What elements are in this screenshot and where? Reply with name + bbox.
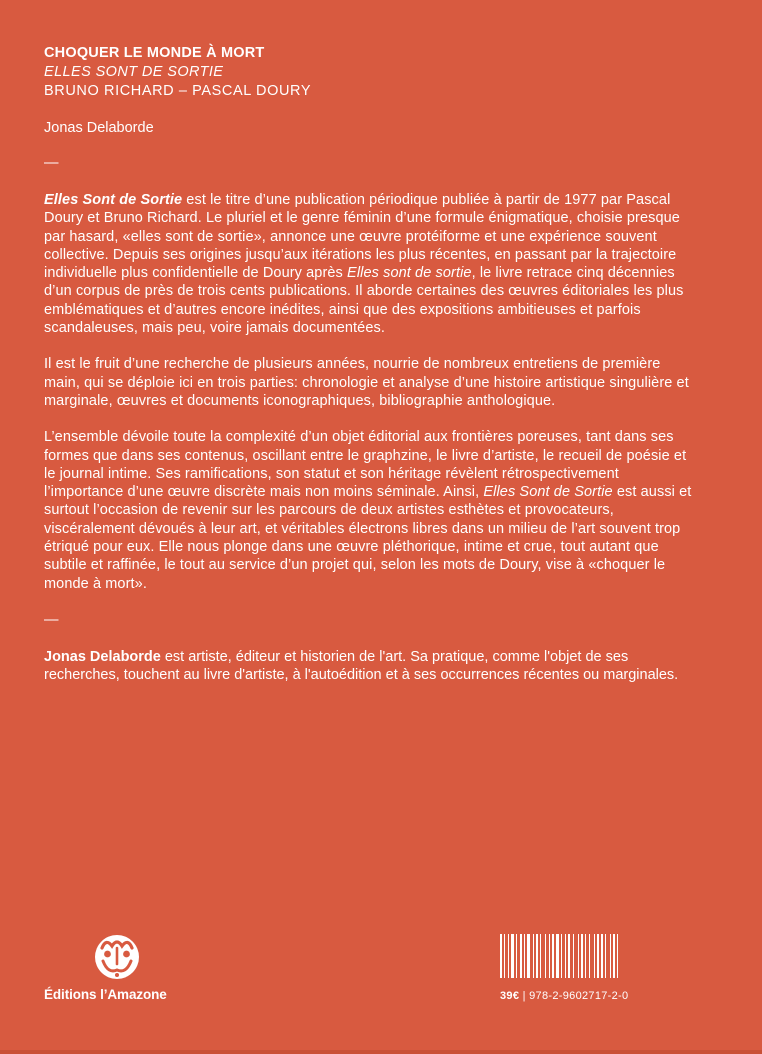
book-authors: BRUNO RICHARD – PASCAL DOURY <box>44 83 312 99</box>
back-cover-text <box>44 44 694 685</box>
paragraph-1-text-a: est le titre d’une publication périodique publiée à partir de 1977 par Pascal Doury et Bruno Richard. Le pluriel et le genre féminin d’une formule énigmatique, choisie presque par hasard, «elles sont de sortie», annonce une œuvre protéiforme et une expérience souvent collective. Depuis ses origines jusqu’aux itérations les plus récentes, en passant par la trajectoire individuelle plus confidentielle de Doury après <box>44 192 680 282</box>
price-isbn <box>500 990 628 1002</box>
book-title: CHOQUER LE MONDE À MORT <box>44 45 265 61</box>
publication-name: Elles Sont de Sortie <box>44 192 183 208</box>
separator-dash: — <box>44 155 59 171</box>
publisher-name: Éditions l’Amazone <box>44 987 167 1002</box>
price-separator: | <box>519 990 530 1002</box>
amazone-logo-icon <box>94 934 140 980</box>
paragraph-3 <box>44 428 694 593</box>
book-byline: Jonas Delaborde <box>44 120 154 136</box>
paragraph-2: Il est le fruit d’une recherche de plusieurs années, nourrie de nombreux entretiens de première main, qui se déploie ici en trois parties: chronologie et analyse d’une histoire artistique singulière et marginale, œuvres et documents iconographiques, bibliographie anthologique. <box>44 356 689 409</box>
barcode-icon <box>500 934 660 978</box>
paragraph-3-text-a: L’ensemble dévoile toute la complexité d’un objet éditorial aux frontières poreuses, tant dans ses formes que dans ses contenus, oscillant entre le graphzine, le livre d’artiste, le recueil de poésie et le journal intime. Ses ramifications, son statut et son héritage révèlent rétrospectivement l’importance d’une œuvre discrète mais non moins séminale. Ainsi, <box>44 429 687 501</box>
bio-text: est artiste, éditeur et historien de l'art. Sa pratique, comme l'objet de ses recherches, touchent au livre d'artiste, à l'autoédition et à ses occurrences récentes ou marginales. <box>44 648 679 684</box>
paragraph-3-text-b: est aussi et surtout l’occasion de revenir sur les parcours de deux artistes esthètes et provocateurs, viscéralement dévoués à leur art, et véritables électrons libres dans un milieu de l’art souvent trop étriqué pour eux. Elle nous plonge dans une œuvre pléthorique, intime et crue, tout autant que subtile et raffinée, le tout au service d’un projet qui, selon les mots de Doury, vise à «choquer le monde à mort». <box>44 484 692 592</box>
paragraph-1 <box>44 191 694 337</box>
book-subtitle: ELLES SONT DE SORTIE <box>44 64 224 80</box>
paragraph-3-italic: Elles Sont de Sortie <box>483 484 613 501</box>
blurb <box>44 191 694 593</box>
separator-dash-2: — <box>44 611 59 628</box>
bottom-edge <box>0 1050 762 1054</box>
isbn: 978-2-9602717-2-0 <box>529 990 629 1002</box>
bio-name: Jonas Delaborde <box>44 648 161 665</box>
author-bio <box>44 648 694 685</box>
paragraph-1-text-b: , le livre retrace cinq décennies d’un corpus de près de trois cents publications. Il aborde certaines des œuvres éditoriales les plus emblématiques et d’autres encore inédites, ainsi que des expositions ambitieuses et parfois scandaleuses, mais peu, voire jamais documentées. <box>44 265 684 337</box>
paragraph-1-italic: Elles sont de sortie <box>347 265 472 282</box>
price: 39€ <box>500 990 520 1002</box>
